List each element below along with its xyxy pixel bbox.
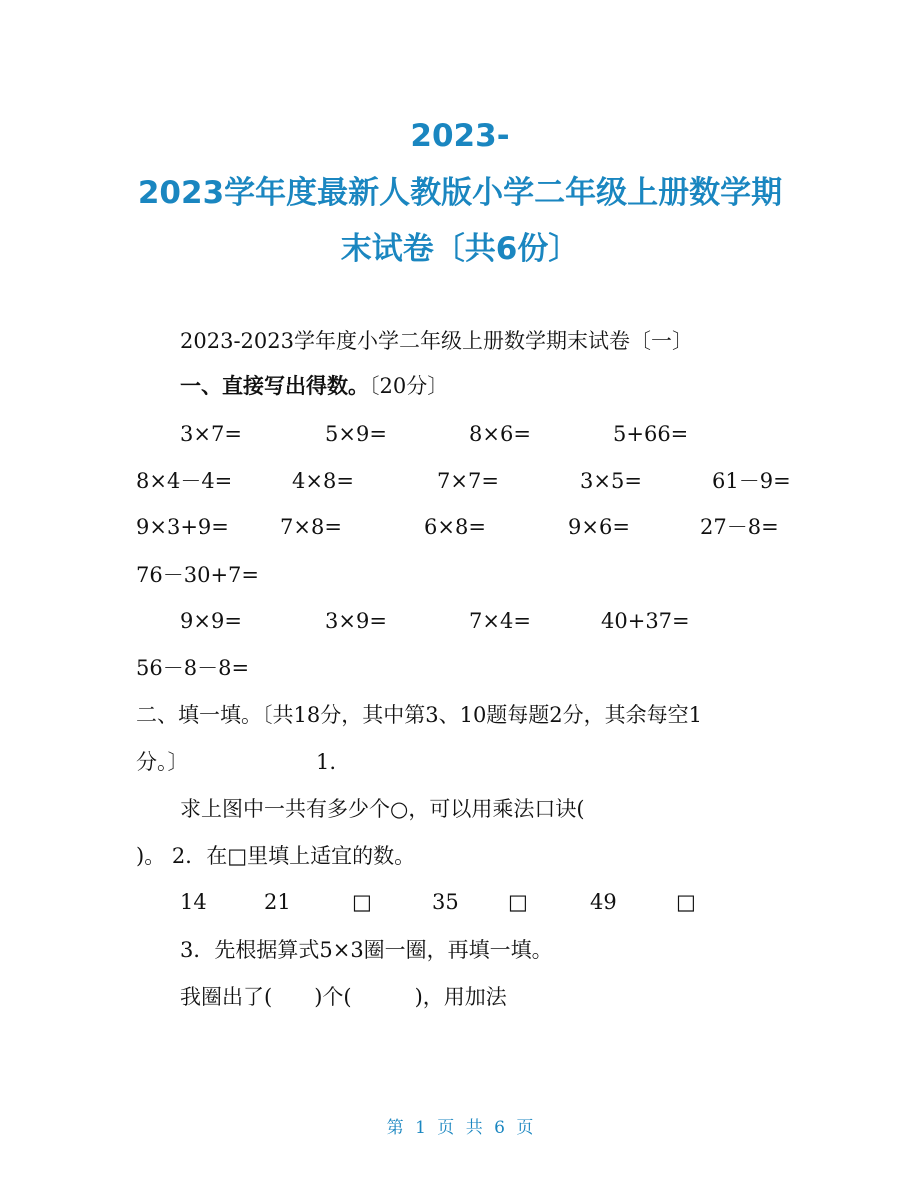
equation: 7×4= <box>469 609 531 633</box>
equation: 56－8－8= <box>136 656 250 680</box>
equation: 3×5= <box>580 469 642 493</box>
equation: 9×6= <box>568 515 630 539</box>
section2-heading: 二、填一填。〔共18分，其中第3、10题每题2分，其余每空1 <box>136 703 703 727</box>
question1-number: 1. <box>316 750 337 774</box>
equation: 3×7= <box>180 422 242 446</box>
section1-points: 〔20分〕 <box>369 374 449 398</box>
equation: 6×8= <box>424 515 486 539</box>
section1-heading <box>180 372 448 400</box>
equation: 7×8= <box>280 515 342 539</box>
doc-title-line3: 末试卷〔共6份〕 <box>340 231 580 267</box>
sequence-item: 35 <box>432 890 459 914</box>
equation: 9×9= <box>180 609 242 633</box>
question3-fill: 我圈出了( )个( )，用加法 <box>180 985 507 1009</box>
equation: 5+66= <box>613 422 689 446</box>
sequence-blank-box: □ <box>676 890 696 914</box>
sequence-item: 49 <box>590 890 617 914</box>
equation: 76－30+7= <box>136 563 259 587</box>
question1-text: 求上图中一共有多少个○，可以用乘法口诀( <box>180 797 585 821</box>
equation: 3×9= <box>325 609 387 633</box>
doc-title-line1: 2023- <box>410 118 510 154</box>
equation: 8×6= <box>469 422 531 446</box>
doc-title-line2: 2023学年度最新人教版小学二年级上册数学期 <box>137 175 783 211</box>
equation: 9×3+9= <box>136 515 229 539</box>
equation: 61－9= <box>712 469 791 493</box>
exam-subtitle: 2023-2023学年度小学二年级上册数学期末试卷〔一〕 <box>180 329 693 353</box>
sequence-item: 21 <box>264 890 291 914</box>
equation: 4×8= <box>292 469 354 493</box>
equation: 27－8= <box>700 515 779 539</box>
equation: 8×4－4= <box>136 469 233 493</box>
sequence-blank-box: □ <box>508 890 528 914</box>
section1-title: 一、直接写出得数。 <box>180 373 369 398</box>
sequence-item: 14 <box>180 890 207 914</box>
equation: 40+37= <box>601 609 690 633</box>
sequence-blank-box: □ <box>352 890 372 914</box>
question3-text: 3．先根据算式5×3圈一圈，再填一填。 <box>180 938 553 962</box>
equation: 7×7= <box>437 469 499 493</box>
question2-text: )。 2．在□里填上适宜的数。 <box>136 844 416 868</box>
equation: 5×9= <box>325 422 387 446</box>
section2-heading-cont: 分。〕 <box>136 750 189 774</box>
page-footer: 第 1 页 共 6 页 <box>386 1118 534 1138</box>
